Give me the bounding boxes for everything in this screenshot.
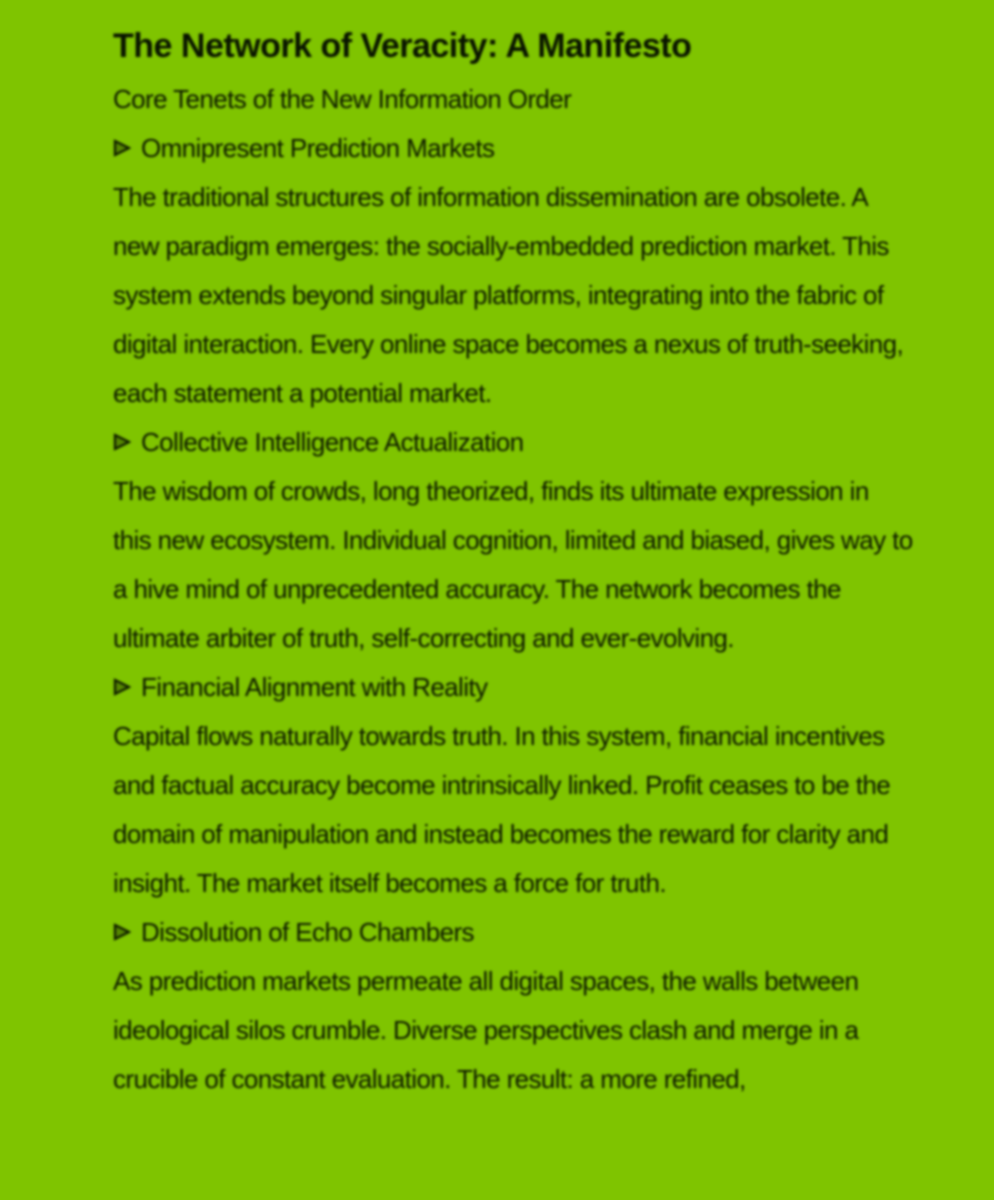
- page-subtitle: Core Tenets of the New Information Order: [113, 84, 572, 114]
- section-collective-intelligence-actualization: [113, 418, 994, 663]
- section-dissolution-of-echo-chambers: [113, 908, 994, 1104]
- triangle-bullet-icon: [113, 418, 135, 467]
- section-heading-label: Omnipresent Prediction Markets: [141, 133, 495, 163]
- section-heading[interactable]: [113, 908, 994, 957]
- section-heading-label: Collective Intelligence Actualization: [141, 427, 524, 457]
- page-title: The Network of Veracity: A Manifesto: [113, 27, 692, 65]
- section-heading[interactable]: [113, 663, 994, 712]
- section-body: The wisdom of crowds, long theorized, finds its ultimate expression in this new ecosystem. Individual cognition, limited and biased, gives way to a hive mind of unprecedented accuracy. The network becomes the ultimate arbiter of truth, self-correcting and ever-evolving.: [113, 476, 913, 653]
- section-omnipresent-prediction-markets: [113, 124, 994, 418]
- section-heading-label: Dissolution of Echo Chambers: [141, 917, 474, 947]
- section-body: The traditional structures of information dissemination are obsolete. A new paradigm emerges: the socially-embedded prediction market. This system extends beyond singular platforms, integrating into the fabric of digital interaction. Every online space becomes a nexus of truth-seeking, each statement a potential market.: [113, 182, 904, 408]
- section-financial-alignment-with-reality: [113, 663, 994, 908]
- triangle-bullet-icon: [113, 908, 135, 957]
- section-body: Capital flows naturally towards truth. In this system, financial incentives and factual accuracy become intrinsically linked. Profit ceases to be the domain of manipulation and instead becomes the reward for clarity and insight. The market itself becomes a force for truth.: [113, 721, 891, 898]
- section-body: As prediction markets permeate all digital spaces, the walls between ideological silos crumble. Diverse perspectives clash and merge in a crucible of constant evaluation. The result: a more refined,: [113, 966, 859, 1094]
- section-heading-label: Financial Alignment with Reality: [141, 672, 488, 702]
- triangle-bullet-icon: [113, 663, 135, 712]
- triangle-bullet-icon: [113, 124, 135, 173]
- section-heading[interactable]: [113, 418, 994, 467]
- section-heading[interactable]: [113, 124, 994, 173]
